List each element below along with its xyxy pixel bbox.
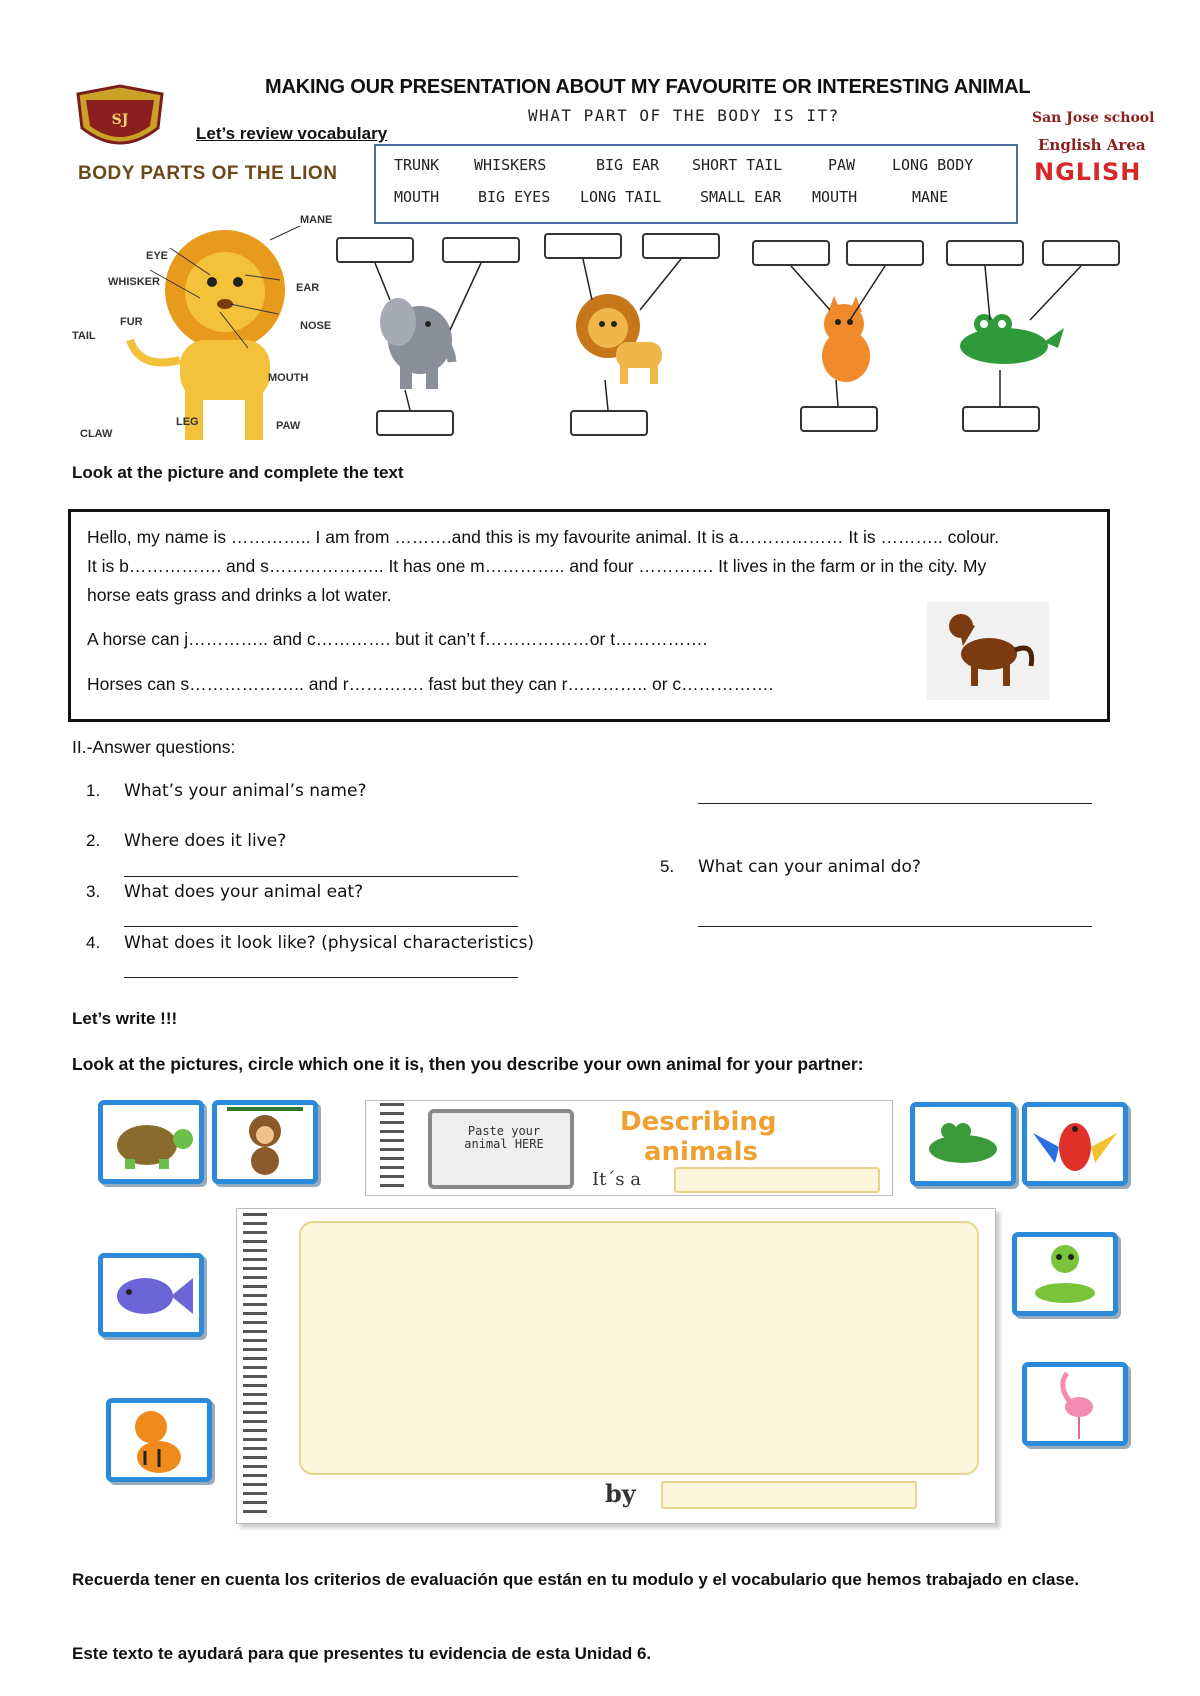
svg-text:SJ: SJ (111, 112, 129, 128)
vocab-word: MOUTH (394, 188, 440, 206)
answer-questions-heading: II.-Answer questions: (72, 737, 236, 757)
paste-animal-text: Paste your animal HERE (464, 1124, 544, 1151)
flamingo-icon (1027, 1367, 1123, 1441)
english-wordmark: NGLISH (1034, 158, 1142, 186)
lion-diagram-heading: BODY PARTS OF THE LION (78, 163, 338, 184)
complete-text-heading: Look at the picture and complete the text (72, 463, 404, 482)
fish-icon (103, 1258, 199, 1332)
lets-write-heading: Let’s write !!! (72, 1009, 178, 1028)
its-a-field[interactable] (674, 1167, 880, 1193)
vocab-word: TRUNK (394, 156, 440, 174)
answer-line[interactable] (124, 926, 518, 927)
turtle-icon (103, 1105, 199, 1179)
horse-image (927, 602, 1049, 700)
snake-icon (1017, 1237, 1113, 1311)
paste-animal-box[interactable] (428, 1109, 574, 1189)
crocodile-tile[interactable] (910, 1102, 1016, 1186)
text-line-5: Horses can s……………….. and r…………. fast but they can r………….. or c……………. (87, 674, 774, 694)
notebook-title-1: Describing (620, 1107, 777, 1137)
lion-label: MOUTH (268, 372, 309, 384)
answer-line[interactable] (698, 926, 1092, 927)
question-number: 3. (86, 882, 101, 901)
its-a-label: It´s a (592, 1169, 642, 1190)
lion-label: LEG (176, 416, 199, 428)
notebook-header (365, 1100, 893, 1196)
fish-tile[interactable] (98, 1253, 204, 1337)
lion-label: CLAW (80, 428, 113, 440)
body-part-subtitle: WHAT PART OF THE BODY IS IT? (528, 106, 840, 125)
text-line-4: A horse can j………….. and c…………. but it can’t f………………or t……………. (87, 629, 708, 649)
flamingo-tile[interactable] (1022, 1362, 1128, 1446)
horse-text-box (68, 509, 1110, 722)
question-text: What can your animal do? (698, 857, 921, 877)
vocab-word: MOUTH (812, 188, 858, 206)
answer-line[interactable] (124, 876, 518, 877)
vocab-word: LONG BODY (892, 156, 974, 174)
english-area: English Area (1038, 136, 1146, 154)
question-text: Where does it live? (124, 831, 287, 851)
writing-area[interactable] (299, 1221, 979, 1475)
connector-lines (0, 0, 1200, 460)
question-text: What does your animal eat? (124, 882, 364, 902)
school-name: San Jose school (1032, 110, 1155, 126)
lion-label: EAR (296, 282, 320, 294)
text-line-3: horse eats grass and drinks a lot water. (87, 585, 392, 605)
lion-label: PAW (276, 420, 301, 432)
text-line-1: Hello, my name is ………….. I am from ……….and this is my favourite animal. It is a……………… It is ……….. colour. (87, 527, 1000, 547)
notebook-spiral (380, 1103, 404, 1193)
lion-label: WHISKER (108, 276, 160, 288)
by-field[interactable] (661, 1481, 917, 1509)
question-number: 1. (86, 781, 101, 800)
question-number: 4. (86, 933, 101, 952)
by-label: by (605, 1479, 636, 1508)
question-number: 2. (86, 831, 101, 850)
lion-label: FUR (120, 316, 143, 328)
vocab-word: SHORT TAIL (692, 156, 783, 174)
text-line-2: It is b……………. and s……………….. It has one m………….. and four …………. It lives in the farm or in the city. My (87, 556, 987, 576)
parrot-icon (1027, 1107, 1123, 1181)
lion-label: MANE (300, 214, 333, 226)
question-text: What does it look like? (physical characteristics) (124, 933, 535, 953)
lion-label: EYE (146, 250, 169, 262)
notebook-writing-page (236, 1208, 996, 1524)
answer-line[interactable] (124, 977, 518, 978)
monkey-tile[interactable] (212, 1100, 318, 1184)
parrot-tile[interactable] (1022, 1102, 1128, 1186)
notebook-spiral (243, 1213, 267, 1519)
crocodile-icon (915, 1107, 1011, 1181)
tiger-icon (111, 1403, 207, 1477)
notebook-title-2: animals (644, 1137, 758, 1167)
monkey-icon (217, 1105, 313, 1179)
lion-label: NOSE (300, 320, 332, 332)
vocab-word: PAW (828, 156, 856, 174)
vocab-word: BIG EYES (478, 188, 551, 206)
question-text: What’s your animal’s name? (124, 781, 367, 801)
vocabulary-heading: Let’s review vocabulary (196, 124, 388, 143)
answer-line[interactable] (698, 803, 1092, 804)
snake-tile[interactable] (1012, 1232, 1118, 1316)
question-number: 5. (660, 857, 675, 876)
describe-instruction: Look at the pictures, circle which one it is, then you describe your own animal for your partner: (72, 1054, 864, 1074)
turtle-tile[interactable] (98, 1100, 204, 1184)
lion-label: TAIL (72, 330, 96, 342)
tiger-tile[interactable] (106, 1398, 212, 1482)
vocab-word: SMALL EAR (700, 188, 782, 206)
vocab-word: WHISKERS (474, 156, 547, 174)
evidence-note: Este texto te ayudará para que presentes tu evidencia de esta Unidad 6. (72, 1644, 652, 1663)
vocab-word: BIG EAR (596, 156, 660, 174)
vocab-word: LONG TAIL (580, 188, 662, 206)
vocab-word: MANE (912, 188, 949, 206)
worksheet-title: MAKING OUR PRESENTATION ABOUT MY FAVOURITE OR INTERESTING ANIMAL (265, 76, 1031, 98)
reminder-text: Recuerda tener en cuenta los criterios de evaluación que están en tu modulo y el vocabulario que hemos trabajado en clase. (72, 1570, 1080, 1589)
